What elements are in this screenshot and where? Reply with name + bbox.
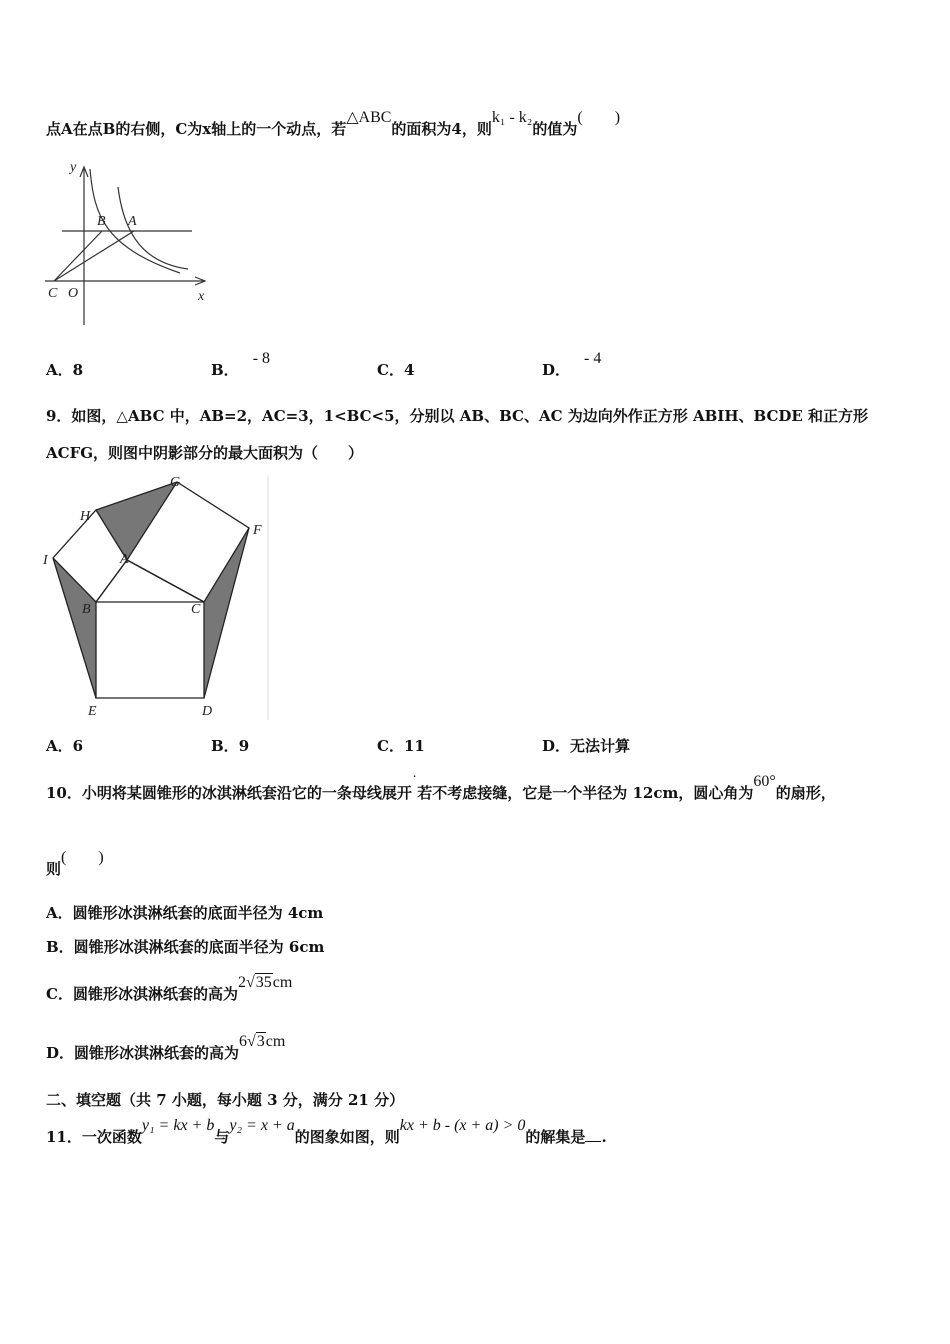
- inequality-math: kx + b - (x + a) > 0: [399, 1117, 526, 1134]
- fig9-label-e: E: [88, 704, 97, 719]
- q9-option-a[interactable]: A．6: [46, 737, 84, 755]
- fig9-label-c: C: [191, 602, 201, 617]
- k-difference-math: k₁ - k₂: [491, 109, 533, 126]
- q10-option-a[interactable]: A．圆锥形冰淇淋纸套的底面半径为 4cm: [46, 904, 324, 922]
- fig9-label-i: I: [43, 553, 48, 568]
- q9-stem-line2: ACFG，则图中阴影部分的最大面积为（ ）: [46, 444, 364, 462]
- q8-option-b[interactable]: B．- 8: [211, 350, 271, 379]
- q9-option-c[interactable]: C．11: [377, 737, 425, 755]
- fig8-label-y: y: [70, 160, 77, 175]
- q10-stem: 10．小明将某圆锥形的冰淇淋纸套沿它的一条母线展开˙若不考虑接缝，它是一个半径为 12cm，圆心角为60°的扇形，: [46, 773, 836, 802]
- answer-paren: ( ): [61, 849, 104, 866]
- q9-squares-figure: [40, 472, 272, 722]
- radical-2sqrt35: 2√35cm: [237, 974, 293, 991]
- triangle-abc-math: △ABC: [346, 109, 392, 126]
- answer-blank[interactable]: [585, 1129, 601, 1142]
- q9-option-b[interactable]: B．9: [211, 737, 250, 755]
- q9-option-d[interactable]: D．无法计算: [542, 737, 631, 755]
- q8-stem: 点A在点B的右侧，C为x轴上的一个动点，若△ABC的面积为4，则k₁ - k₂的值为( ): [46, 109, 621, 138]
- q10-option-c[interactable]: C．圆锥形冰淇淋纸套的高为2√35cm: [46, 974, 293, 1003]
- fig8-label-x: x: [198, 289, 205, 304]
- angle-60-math: 60°: [753, 773, 776, 790]
- q10-option-b[interactable]: B．圆锥形冰淇淋纸套的底面半径为 6cm: [46, 938, 325, 956]
- fig9-label-h: H: [80, 509, 91, 524]
- section-heading-fill-in: 二、填空题（共 7 小题，每小题 3 分，满分 21 分）: [46, 1091, 405, 1109]
- function-y2-math: y₂ = x + a: [229, 1117, 295, 1134]
- q10-then: 则( ): [46, 849, 104, 878]
- q11-stem: 11．一次函数y₁ = kx + b与y₂ = x + a的图象如图，则kx + b - (x + a) > 0的解集是 .: [46, 1117, 607, 1146]
- q10-option-d[interactable]: D．圆锥形冰淇淋纸套的高为6√3cm: [46, 1033, 286, 1062]
- function-y1-math: y₁ = kx + b: [141, 1117, 215, 1134]
- fig9-label-b: B: [82, 602, 91, 617]
- fig9-label-g: G: [170, 475, 181, 490]
- q8-option-d[interactable]: D．- 4: [542, 350, 602, 379]
- fig8-label-a: A: [128, 214, 137, 229]
- q8-hyperbola-figure: [40, 155, 220, 330]
- fig8-label-o: O: [68, 286, 79, 301]
- radical-6sqrt3: 6√3cm: [239, 1033, 286, 1050]
- q8-option-a[interactable]: A．8: [46, 361, 84, 379]
- fig9-label-d: D: [202, 704, 213, 719]
- q8-option-c[interactable]: C．4: [377, 361, 415, 379]
- q9-stem-line1: 9．如图，△ABC 中，AB=2，AC=3，1<BC<5，分别以 AB、BC、AC 为边向外作正方形 ABIH、BCDE 和正方形: [46, 407, 869, 425]
- fig8-label-c: C: [48, 286, 58, 301]
- fig9-label-a: A: [120, 552, 129, 567]
- fig8-label-b: B: [97, 214, 106, 229]
- answer-paren: ( ): [577, 109, 621, 126]
- fig9-label-f: F: [253, 523, 262, 538]
